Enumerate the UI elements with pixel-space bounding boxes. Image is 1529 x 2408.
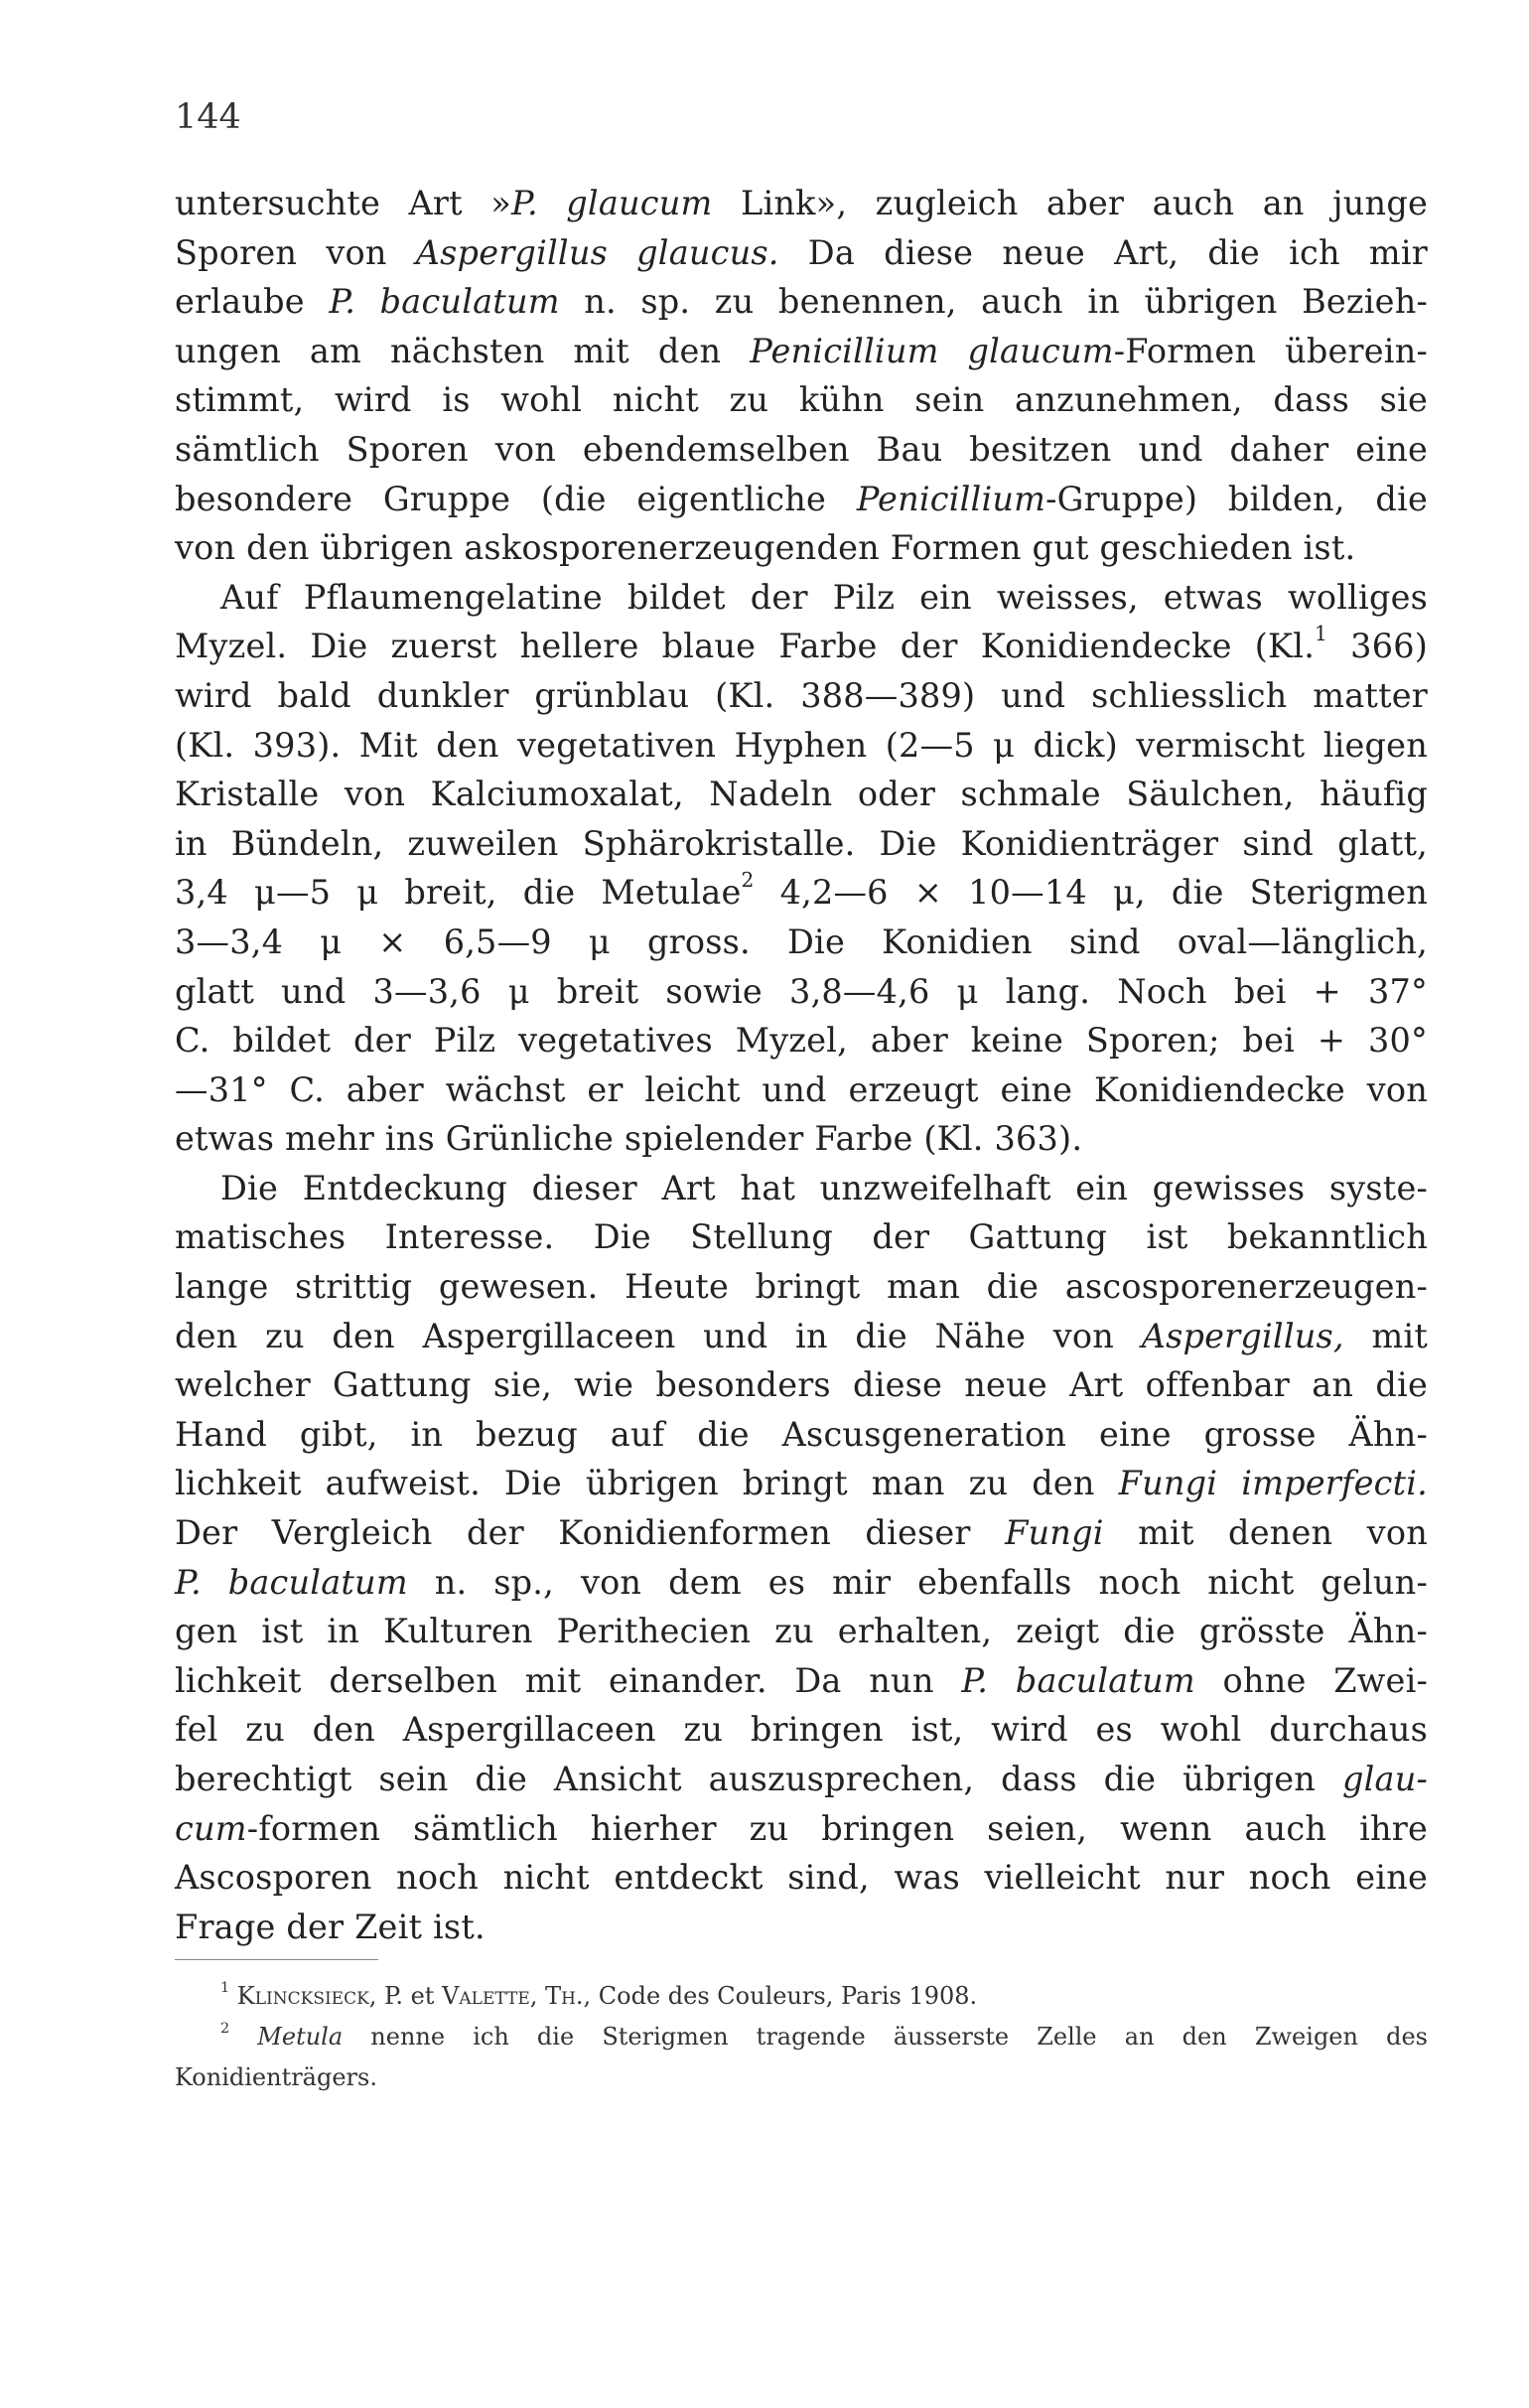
text-run: berechtigt sein die Ansicht auszusprechen, dass die übrigen (175, 1760, 1342, 1798)
text-line (175, 425, 1428, 475)
text-run: -Formen überein- (1113, 331, 1429, 370)
text-run: von den übrigen askosporenerzeugenden Formen gut geschieden ist. (175, 528, 1356, 568)
text-line (175, 1410, 1428, 1460)
text-run: Der Vergleich der Konidienformen dieser (175, 1513, 1006, 1553)
text-run: Fungi imperfecti. (1118, 1464, 1428, 1503)
text-run: nenne ich die Sterigmen tragende äusserste Zelle an den Zweigen des (343, 2023, 1428, 2051)
text-line (175, 228, 1428, 278)
footnote-ref: 2 (220, 2020, 230, 2037)
text-run: fel zu den Aspergillaceen zu bringen ist, wird es wohl durchaus (175, 1710, 1428, 1750)
text-line (175, 967, 1428, 1017)
text-run: Kristalle von Kalciumoxalat, Nadeln oder schmale Säulchen, häufig (175, 775, 1428, 814)
text-run: , Code des Couleurs, Paris 1908. (583, 1982, 978, 2010)
text-line (175, 1853, 1428, 1903)
text-run: Penicillium glaucum (750, 331, 1114, 370)
text-run: gen ist in Kulturen Perithecien zu erhalten, zeigt die grösste Ähn- (175, 1612, 1428, 1651)
text-run: wird bald dunkler grünblau (Kl. 388—389) und schliesslich matter (175, 675, 1428, 715)
footnote-ref: 1 (220, 1979, 230, 1996)
text-run: Valette (442, 1982, 530, 2010)
text-run: 366) (1327, 627, 1428, 666)
footnote-line (175, 2017, 1428, 2057)
text-run: P. baculatum (329, 282, 560, 322)
text-line (175, 819, 1428, 869)
text-line (175, 1262, 1428, 1312)
text-line (175, 1755, 1428, 1804)
text-line (175, 1360, 1428, 1410)
text-run: lange strittig gewesen. Heute bringt man die ascosporenerzeugen- (175, 1267, 1428, 1307)
text-run: mit denen von (1103, 1513, 1429, 1553)
text-run: Fungi (1005, 1513, 1104, 1553)
text-run: C. bildet der Pilz vegetatives Myzel, aber keine Sporen; bei + 30° (175, 1021, 1428, 1061)
text-run: Hand gibt, in bezug auf die Ascusgeneration eine grosse Ähn- (175, 1414, 1428, 1454)
text-run: P. glaucum (511, 184, 713, 222)
text-line (175, 1065, 1428, 1115)
text-line (175, 1903, 1428, 1952)
text-run: 3,4 μ—5 μ breit, die Metulae (175, 873, 742, 913)
footnote-ref: 1 (1315, 622, 1328, 646)
text-run: Link», zugleich aber auch an junge (712, 184, 1428, 222)
footnotes (175, 1976, 1428, 2098)
text-run: Auf Pflaumengelatine bildet der Pilz ein weisses, etwas wolliges (220, 577, 1428, 617)
text-run: lichkeit derselben mit einander. Da nun (175, 1660, 962, 1700)
text-run: mit (1343, 1316, 1428, 1355)
text-run: etwas mehr ins Grünliche spielender Farbe (Kl. 363). (175, 1119, 1083, 1159)
text-run (229, 1982, 237, 2010)
text-run: —31° C. aber wächst er leicht und erzeugt eine Konidiendecke von (175, 1069, 1428, 1109)
text-line (175, 1804, 1428, 1854)
text-run: ohne Zwei- (1194, 1660, 1429, 1700)
text-run: welcher Gattung sie, wie besonders diese neue Art offenbar an die (175, 1365, 1428, 1405)
text-line (175, 179, 1428, 228)
text-run: Ascosporen noch nicht entdeckt sind, was vielleicht nur noch eine (175, 1858, 1428, 1898)
text-line (175, 1607, 1428, 1656)
text-run: den zu den Aspergillaceen und in die Nähe von (175, 1316, 1142, 1355)
text-run: -formen sämtlich hierher zu bringen seien, wenn auch ihre (246, 1808, 1428, 1848)
footnote-ref: 2 (741, 868, 755, 893)
text-run: erlaube (175, 282, 330, 322)
body-text (175, 179, 1428, 1951)
text-run: 4,2—6 × 10—14 μ, die Sterigmen (754, 873, 1428, 913)
text-line (175, 1656, 1428, 1706)
text-run: stimmt, wird is wohl nicht zu kühn sein anzunehmen, dass sie (175, 380, 1428, 420)
footnote-line (175, 2057, 1428, 2098)
text-run: glau- (1341, 1760, 1428, 1798)
text-line (175, 868, 1428, 918)
text-line (175, 1705, 1428, 1755)
text-run: Sporen von (175, 232, 416, 272)
text-line (175, 671, 1428, 721)
text-run: untersuchte Art » (175, 184, 511, 222)
text-run: Aspergillus, (1141, 1316, 1344, 1355)
text-run: P. baculatum (961, 1660, 1195, 1700)
text-line (175, 918, 1428, 967)
text-run: n. sp., von dem es mir ebenfalls noch nicht gelun- (407, 1562, 1428, 1602)
text-run: P. baculatum (175, 1562, 408, 1602)
footnote-line (175, 1976, 1428, 2017)
text-run: glatt und 3—3,6 μ breit sowie 3,8—4,6 μ lang. Noch bei + 37° (175, 971, 1428, 1011)
text-run: ungen am nächsten mit den (175, 331, 751, 370)
text-run: Penicillium (856, 479, 1046, 518)
text-run: lichkeit aufweist. Die übrigen bringt man zu den (175, 1464, 1119, 1503)
text-run: Klincksieck (236, 1982, 369, 2010)
text-line (175, 622, 1428, 671)
text-run: n. sp. zu benennen, auch in übrigen Bezieh- (559, 282, 1429, 322)
text-run: -Gruppe) bilden, die (1045, 479, 1428, 518)
text-run: Konidienträgers. (175, 2063, 377, 2091)
text-run: Da diese neue Art, die ich mir (778, 232, 1428, 272)
text-run: besondere Gruppe (die eigentliche (175, 479, 857, 518)
text-run: (Kl. 393). Mit den vegetativen Hyphen (2—5 μ dick) vermischt liegen (175, 725, 1428, 765)
text-line (175, 1114, 1428, 1164)
text-run: Th. (545, 1982, 584, 2010)
text-line (175, 573, 1428, 623)
text-line (175, 1558, 1428, 1608)
text-run: Myzel. Die zuerst hellere blaue Farbe der Konidiendecke (Kl. (175, 627, 1316, 666)
text-run: matisches Interesse. Die Stellung der Gattung ist bekanntlich (175, 1217, 1428, 1257)
text-run: , (529, 1982, 546, 2010)
text-run: 3—3,4 μ × 6,5—9 μ gross. Die Konidien sind oval—länglich, (175, 921, 1428, 961)
text-run: Frage der Zeit ist. (175, 1907, 486, 1946)
text-line (175, 1164, 1428, 1213)
text-line (175, 1459, 1428, 1508)
text-run: sämtlich Sporen von ebendemselben Bau besitzen und daher eine (175, 429, 1428, 469)
text-run (229, 2023, 257, 2051)
text-run: Metula (257, 2023, 344, 2051)
text-line (175, 327, 1428, 376)
text-line (175, 277, 1428, 327)
text-line (175, 1508, 1428, 1558)
text-run: in Bündeln, zuweilen Sphärokristalle. Die Konidienträger sind glatt, (175, 823, 1428, 863)
text-line (175, 375, 1428, 425)
text-line (175, 523, 1428, 573)
text-line (175, 721, 1428, 771)
text-run: , P. et (368, 1982, 443, 2010)
text-run: cum (175, 1808, 247, 1848)
text-line (175, 1312, 1428, 1361)
text-run: Aspergillus glaucus. (415, 232, 779, 272)
page-number: 144 (175, 97, 241, 137)
footnote-rule (175, 1959, 378, 1960)
text-line (175, 1016, 1428, 1065)
text-line (175, 770, 1428, 819)
text-run: Die Entdeckung dieser Art hat unzweifelhaft ein gewisses syste- (220, 1168, 1428, 1207)
text-line (175, 1212, 1428, 1262)
text-line (175, 475, 1428, 524)
